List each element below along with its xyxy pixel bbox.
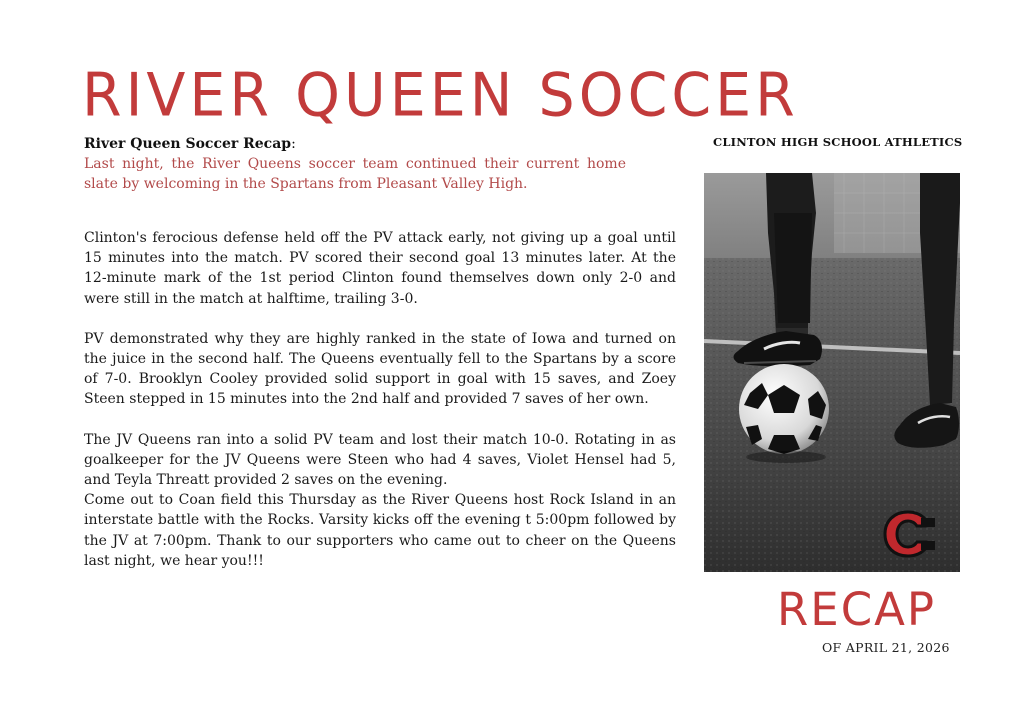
c-logo-icon <box>881 509 939 559</box>
recap-title: RECAP <box>777 583 937 636</box>
recap-heading <box>84 134 296 154</box>
recap-heading-label: River Queen Soccer Recap <box>84 136 292 152</box>
recap-heading-colon: : <box>291 136 296 152</box>
article-paragraph-2: PV demonstrated why they are highly ranked in the state of Iowa and turned on the juice in the second half. The Queens eventually fell to the Spartans by a score of 7-0. Brooklyn Cooley provided solid support in goal with 15 saves, and Zoey Steen stepped in 15 minutes into the 2nd half and provided 7 saves of her own. <box>84 330 676 408</box>
school-logo <box>881 509 939 559</box>
recap-date: OF APRIL 21, 2026 <box>822 640 950 655</box>
article-paragraph-1: Clinton's ferocious defense held off the PV attack early, not giving up a goal until 15 minutes into the match. PV scored their second goal 13 minutes later. At the 12-minute mark of the 1st period Clinton found themselves down only 2-0 and were still in the match at halftime, trailing 3-0. <box>84 230 676 307</box>
article-body <box>84 228 676 571</box>
school-subtitle: CLINTON HIGH SCHOOL ATHLETICS <box>713 135 963 149</box>
soccer-photo <box>704 173 960 572</box>
intro-paragraph: Last night, the River Queens soccer team continued their current home slate by welcoming in the Spartans from Pleasant Valley High. <box>84 156 626 192</box>
article-paragraph-3: The JV Queens ran into a solid PV team and lost their match 10-0. Rotating in as goalkeeper for the JV Queens were Steen who had 4 saves, Violet Hensel had 5, and Teyla Threatt provided 2 saves on the evening. <box>84 431 676 489</box>
page-title: RIVER QUEEN SOCCER <box>82 61 799 131</box>
article-paragraph-4: Come out to Coan field this Thursday as the River Queens host Rock Island in an interstate battle with the Rocks. Varsity kicks off the evening t 5:00pm followed by the JV at 7:00pm. Thank to our supporters who came out to cheer on the Queens last night, we hear you!!! <box>84 492 676 569</box>
